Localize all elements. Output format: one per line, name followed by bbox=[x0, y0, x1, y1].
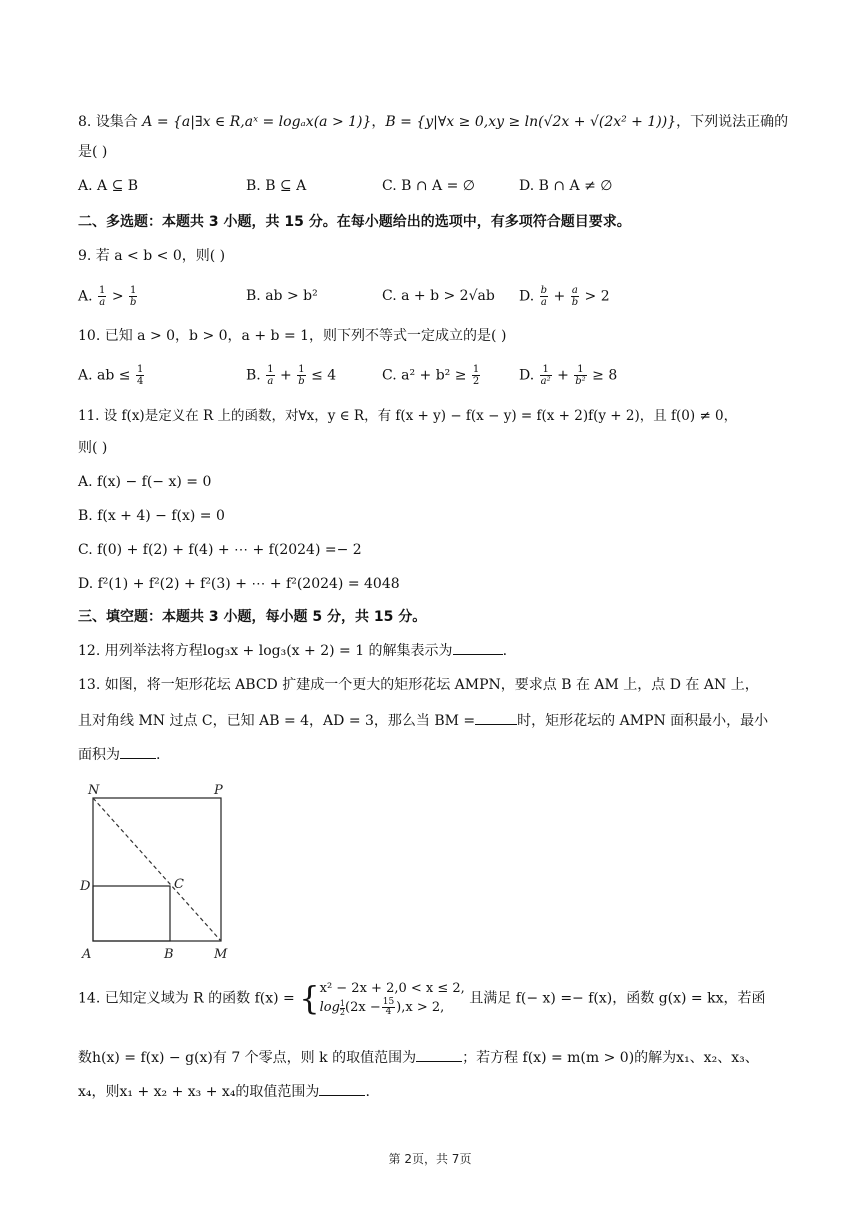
option-label: B. bbox=[246, 367, 261, 384]
separator: ， bbox=[371, 114, 386, 130]
option-label: C. a² + b² ≥ bbox=[382, 367, 467, 384]
piecewise-cases bbox=[320, 980, 465, 1017]
numerator: 1 bbox=[267, 364, 274, 375]
section-3-heading: 三、填空题：本题共 3 小题，每小题 5 分，共 15 分。 bbox=[78, 609, 427, 625]
label-p: P bbox=[214, 783, 223, 798]
q13-text: 时，矩形花坛的 AMPN 面积最小，最小 bbox=[517, 713, 769, 729]
q14-text: ；若方程 f(x) = m(m > 0)的解为x₁、x₂、x₃、 bbox=[462, 1050, 759, 1066]
q10-option-b bbox=[246, 364, 336, 387]
q9-option-c: C. a + b > 2√ab bbox=[382, 288, 495, 304]
numerator: 1 bbox=[130, 285, 137, 296]
op: + bbox=[553, 288, 566, 305]
diagonal-mn bbox=[93, 798, 221, 941]
denominator: a bbox=[540, 297, 547, 308]
q8-option-d: D. B ∩ A ≠ ∅ bbox=[519, 178, 613, 194]
q8-line1 bbox=[78, 112, 788, 132]
q11-option-d: D. f²(1) + f²(2) + f²(3) + ⋯ + f²(2024) = 4048 bbox=[78, 576, 400, 592]
q14-text: 14. 已知定义域为 R 的函数 f(x) = bbox=[78, 990, 295, 1007]
option-label: A. bbox=[78, 288, 93, 305]
period: . bbox=[502, 643, 508, 659]
numerator: a bbox=[571, 285, 578, 296]
period: . bbox=[365, 1084, 370, 1100]
case-1: x² − 2x + 2,0 < x ≤ 2, bbox=[319, 981, 465, 996]
q10-stem: 10. 已知 a > 0，b > 0，a + b = 1，则下列不等式一定成立的是( ) bbox=[78, 328, 507, 344]
answer-blank[interactable] bbox=[416, 1049, 462, 1062]
fraction bbox=[136, 364, 144, 387]
q14-line1 bbox=[78, 980, 766, 1017]
q8-stem: 设集合 bbox=[95, 114, 138, 130]
q14-line2 bbox=[78, 1048, 759, 1068]
option-label: D. bbox=[519, 367, 535, 384]
option-label: D. bbox=[519, 288, 535, 305]
answer-blank[interactable] bbox=[120, 746, 156, 759]
label-d: D bbox=[80, 879, 91, 894]
q9-stem: 9. 若 a < b < 0，则( ) bbox=[78, 248, 226, 264]
q9-option-a bbox=[78, 285, 138, 308]
page-footer: 第 2页，共 7页 bbox=[388, 1152, 472, 1166]
q14-text: 数h(x) = f(x) − g(x)有 7 个零点，则 k 的取值范围为 bbox=[78, 1050, 417, 1066]
q14-text: 且满足 f(− x) =− f(x)，函数 g(x) = kx，若函 bbox=[469, 990, 766, 1007]
q11-line2: 则( ) bbox=[78, 440, 108, 456]
numerator: 1 bbox=[339, 998, 346, 1008]
q8-option-a: A. A ⊆ B bbox=[78, 178, 139, 194]
numerator: 1 bbox=[574, 364, 586, 376]
label-n: N bbox=[88, 783, 100, 798]
denominator: a² bbox=[540, 376, 551, 387]
fraction bbox=[98, 285, 106, 308]
fraction bbox=[472, 364, 480, 387]
fraction bbox=[382, 998, 395, 1017]
denominator: b bbox=[571, 297, 579, 308]
numerator: 1 bbox=[540, 364, 552, 376]
question-number: 8. bbox=[78, 114, 92, 130]
denominator: b bbox=[298, 376, 305, 387]
op: > 2 bbox=[584, 288, 610, 305]
q13-text: 面积为 bbox=[78, 747, 120, 763]
q12-text: 12. 用列举法将方程log₃x + log₃(x + 2) = 1 的解集表示为 bbox=[78, 643, 453, 659]
denominator: a bbox=[99, 297, 106, 308]
q11-option-a: A. f(x) − f(− x) = 0 bbox=[78, 474, 212, 490]
numerator: 1 bbox=[472, 364, 480, 375]
label-m: M bbox=[214, 947, 228, 962]
q8-line2-text: 是( ) bbox=[78, 144, 108, 160]
label-c: C bbox=[174, 877, 184, 892]
set-a: A = {a|∃x ∈ R,aˣ = logₐx(a > 1)} bbox=[142, 114, 372, 130]
case-text: ),x > 2, bbox=[396, 1000, 445, 1015]
answer-blank[interactable] bbox=[453, 642, 503, 655]
q13-line2 bbox=[78, 711, 768, 731]
q8-line2 bbox=[78, 142, 107, 162]
denominator: 2 bbox=[339, 1007, 346, 1017]
fraction bbox=[129, 285, 137, 308]
denominator: 4 bbox=[385, 1007, 392, 1017]
q13-line3 bbox=[78, 745, 160, 765]
q10-option-c bbox=[382, 364, 481, 387]
fraction bbox=[540, 364, 552, 387]
q9-option-d bbox=[519, 285, 610, 308]
q8-option-c: C. B ∩ A = ∅ bbox=[382, 178, 475, 194]
numerator: 1 bbox=[298, 364, 305, 375]
fraction bbox=[297, 364, 305, 387]
q13-text: 且对角线 MN 过点 C，已知 AB = 4，AD = 3，那么当 BM = bbox=[78, 713, 476, 729]
section-2-heading: 二、多选题：本题共 3 小题，共 15 分。在每小题给出的选项中，有多项符合题目要求。 bbox=[78, 214, 631, 230]
numerator: 15 bbox=[382, 997, 395, 1007]
case-2 bbox=[320, 998, 465, 1017]
label-a: A bbox=[82, 947, 92, 962]
q9-option-b: B. ab > b² bbox=[246, 288, 318, 304]
piecewise-brace: { bbox=[299, 979, 320, 1018]
q10-option-a bbox=[78, 364, 145, 387]
q12 bbox=[78, 641, 507, 661]
case-text: (2x − bbox=[345, 1000, 381, 1015]
fraction bbox=[571, 285, 579, 308]
q11-line1: 11. 设 f(x)是定义在 R 上的函数，对∀x，y ∈ R，有 f(x + y) − f(x − y) = f(x + 2)f(y + 2)，且 f(0) ≠ 0， bbox=[78, 408, 738, 424]
fraction bbox=[540, 285, 548, 308]
fraction bbox=[574, 364, 586, 387]
option-label: A. ab ≤ bbox=[78, 367, 131, 384]
q13-line1: 13. 如图，将一矩形花坛 ABCD 扩建成一个更大的矩形花坛 AMPN，要求点 B 在 AM 上，点 D 在 AN 上， bbox=[78, 677, 759, 693]
numerator: 1 bbox=[99, 285, 106, 296]
q14-line3 bbox=[78, 1082, 370, 1102]
period: . bbox=[156, 747, 161, 763]
op: > bbox=[111, 288, 129, 305]
q11-option-b: B. f(x + 4) − f(x) = 0 bbox=[78, 508, 225, 524]
q8-option-b: B. B ⊆ A bbox=[246, 178, 307, 194]
answer-blank[interactable] bbox=[475, 712, 517, 725]
q11-option-c: C. f(0) + f(2) + f(4) + ⋯ + f(2024) =− 2 bbox=[78, 542, 362, 558]
rect-abcd bbox=[93, 886, 170, 941]
op: ≥ 8 bbox=[592, 367, 618, 384]
op: + bbox=[557, 367, 569, 384]
rectangle-figure bbox=[78, 778, 238, 968]
op: ≤ 4 bbox=[311, 367, 337, 384]
q8-tail: ，下列说法正确的 bbox=[676, 114, 789, 130]
denominator: 4 bbox=[136, 376, 144, 387]
denominator: a bbox=[267, 376, 274, 387]
set-b: B = {y|∀x ≥ 0,xy ≥ ln(√2x + √(2x² + 1))} bbox=[385, 114, 677, 130]
denominator: b² bbox=[575, 376, 586, 387]
answer-blank[interactable] bbox=[319, 1083, 365, 1096]
q10-option-d bbox=[519, 364, 617, 387]
op: + bbox=[280, 367, 292, 384]
numerator: b bbox=[540, 285, 548, 296]
label-b: B bbox=[164, 947, 174, 962]
denominator: b bbox=[130, 297, 137, 308]
denominator: 2 bbox=[472, 376, 480, 387]
q14-text: x₄，则x₁ + x₂ + x₃ + x₄的取值范围为 bbox=[78, 1084, 320, 1100]
fraction bbox=[266, 364, 274, 387]
numerator: 1 bbox=[136, 364, 144, 375]
log: log bbox=[319, 1000, 340, 1015]
